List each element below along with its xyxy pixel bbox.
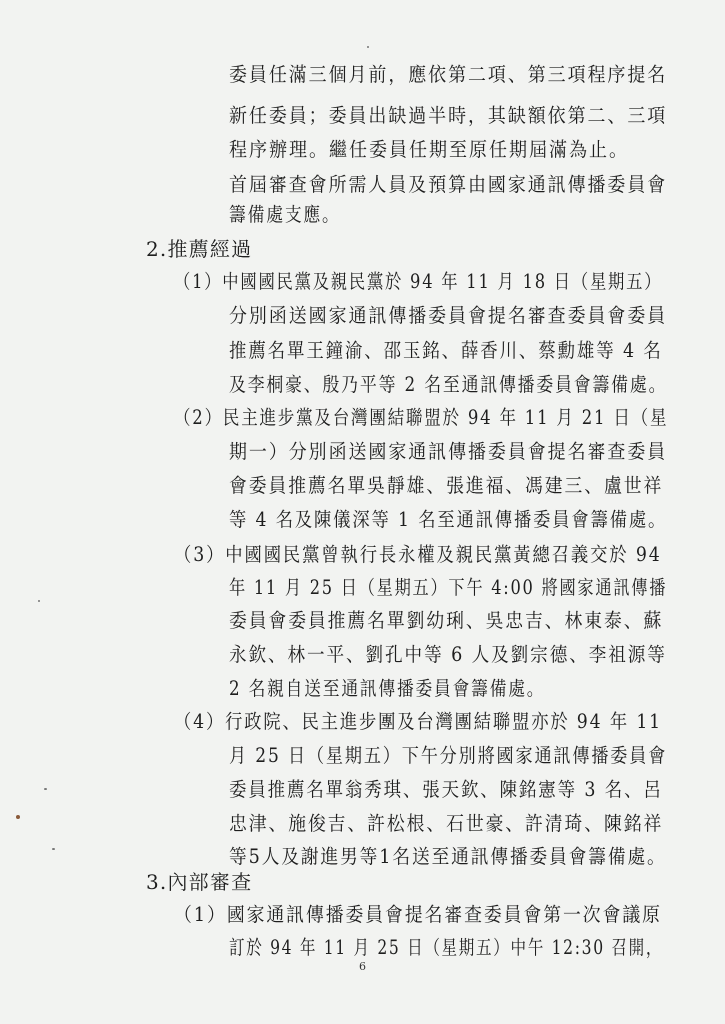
text-line: 期一）分別函送國家通訊傳播委員會提名審查委員 xyxy=(229,440,668,463)
text-line: （4）行政院、民主進步團及台灣團結聯盟亦於 94 年 11 xyxy=(174,710,663,733)
section-heading: 2.推薦經過 xyxy=(146,237,253,261)
text-line: （1）中國國民黨及親民黨於 94 年 11 月 18 日（星期五） xyxy=(174,270,663,293)
text-line: 會委員推薦名單吳靜雄、張進福、馮建三、盧世祥 xyxy=(229,474,664,497)
text-line: 忠津、施俊吉、許松根、石世豪、許清琦、陳銘祥 xyxy=(229,812,664,835)
text-line: 2 名親自送至通訊傳播委員會籌備處。 xyxy=(229,677,546,700)
text-line: 及李桐豪、殷乃平等 2 名至通訊傳播委員會籌備處。 xyxy=(229,373,668,396)
text-line: 委員會委員推薦名單劉幼琍、吳忠吉、林東泰、蘇 xyxy=(229,609,664,632)
scan-speck xyxy=(44,788,47,790)
text-line: 委員推薦名單翁秀琪、張天欽、陳銘憲等 3 名、呂 xyxy=(229,778,663,801)
text-line: （1）國家通訊傳播委員會提名審查委員會第一次會議原 xyxy=(174,903,662,926)
scan-speck xyxy=(52,848,55,850)
text-line: 等 4 名及陳儀深等 1 名至通訊傳播委員會籌備處。 xyxy=(229,508,668,531)
text-line: 年 11 月 25 日（星期五）下午 4:00 將國家通訊傳播 xyxy=(229,576,668,599)
text-line: 新任委員；委員出缺過半時，其缺額依第二、三項 xyxy=(229,104,668,127)
text-line: 分別函送國家通訊傳播委員會提名審查委員會委員 xyxy=(229,304,668,327)
text-line: 程序辦理。繼任委員任期至原任期屆滿為止。 xyxy=(229,138,630,161)
text-line: 推薦名單王鐘渝、邵玉銘、薛香川、蔡勳雄等 4 名 xyxy=(229,339,663,362)
scan-speck xyxy=(16,815,20,819)
text-line: （3）中國國民黨曾執行長永權及親民黨黃總召義交於 94 xyxy=(174,543,662,566)
section-heading: 3.內部審查 xyxy=(146,870,253,894)
text-line: 月 25 日（星期五）下午分別將國家通訊傳播委員會 xyxy=(229,744,668,767)
text-line: 委員任滿三個月前，應依第二項、第三項程序提名 xyxy=(229,63,668,86)
text-line: 首屆審查會所需人員及預算由國家通訊傳播委員會 xyxy=(229,173,668,196)
text-line: 訂於 94 年 11 月 25 日（星期五）中午 12:30 召開， xyxy=(229,936,664,959)
text-line: 永欽、林一平、劉孔中等 6 人及劉宗德、李祖源等 xyxy=(229,643,667,666)
text-line: （2）民主進步黨及台灣團結聯盟於 94 年 11 月 21 日（星 xyxy=(174,406,669,429)
page-number: 6 xyxy=(359,960,366,973)
scan-speck xyxy=(367,46,369,48)
text-line: 等5人及謝進男等1名送至通訊傳播委員會籌備處。 xyxy=(229,845,667,868)
text-line: 籌備處支應。 xyxy=(229,203,341,226)
scan-speck xyxy=(38,600,40,602)
